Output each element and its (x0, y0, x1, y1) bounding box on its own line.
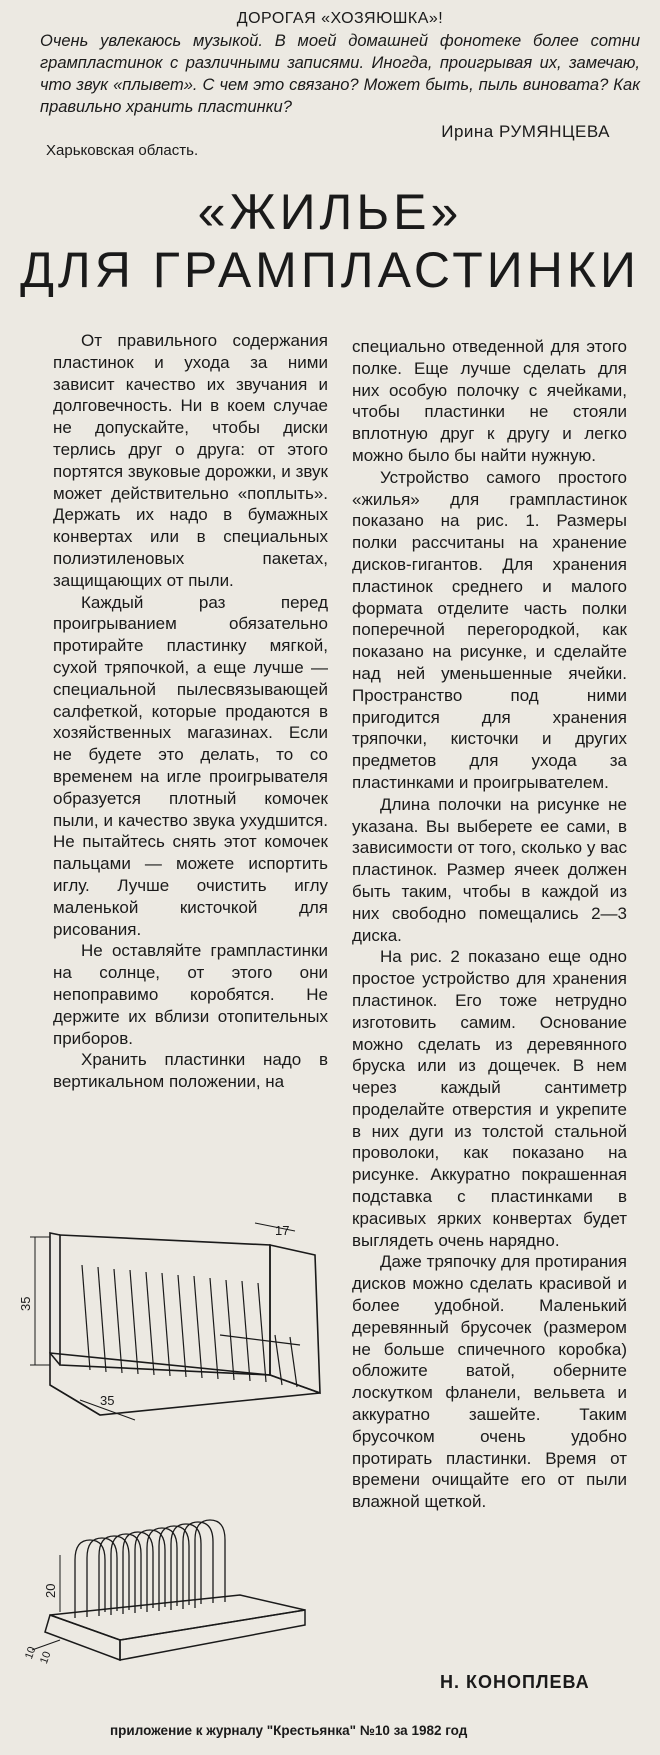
page-footer: приложение к журналу "Крестьянка" №10 за 1982 год (110, 1723, 468, 1738)
article-byline: Н. КОНОПЛЕВА (440, 1672, 590, 1692)
right-paragraph: специально отведенной для этого полке. Еще лучше сделать для них особую полочку с ячейками, чтобы пластинки не стояли вплотную друг к другу и легко можно было бы найти нужную. (352, 337, 627, 465)
right-paragraph: На рис. 2 показано еще одно простое устройство для хранения пластинок. Его тоже нетрудно изготовить самим. Основание можно сделать из деревянного бруска или из дощечек. В нем через каждый сантиметр проделайте отверстия и укрепите в них дуги из толстой стальной проволоки, как показано на рисунке. Аккуратно покрашенная подставка с пластинками в красивых ярких конвертах будет выглядеть очень нарядно. (352, 947, 627, 1250)
rack-drawing (20, 1500, 330, 1670)
left-paragraph: Каждый раз перед проигрыванием обязательно протирайте пластинку мягкой, сухой тряпочкой, а еще лучше — специальной пылесвязывающей салфеткой, которые продаются в хозяйственных магазинах. Если не будете это делать, то со временем на игле проигрывателя образуется плотный комочек пыли, и качество звука ухудшится. Не пытайтесь снять этот комочек пальцами — можете испортить иглу. Лучше очистить иглу маленькой кисточкой для рисования. (53, 592, 328, 939)
right-paragraph: Даже тряпочку для протирания дисков можно сделать красивой и более удобной. Маленький деревянный брусочек (размером не больше спичечного коробка) обложите ватой, оберните лоскутком фланели, вельвета и аккуратно зашейте. Таким брусочком очень удобно протирать пластинки. Время от времени очищайте его от пыли влажной щеткой. (352, 1252, 627, 1512)
letter-body: Очень увлекаюсь музыкой. В моей домашней фонотеке более сотни грампластинок с различными записями. Иногда, проигрывая их, замечаю, что звук «плывет». С чем это связано? Может быть, пыль виновата? Как правильно хранить пластинки? (40, 32, 640, 116)
right-column (352, 336, 627, 1513)
reader-letter (40, 10, 640, 159)
left-column (53, 330, 328, 1093)
shelf-drawing (20, 1225, 330, 1425)
right-paragraph: Устройство самого простого «жилья» для грампластинок показано на рис. 1. Размеры полки рассчитаны на хранение дисков-гигантов. Для хранения пластинок среднего и малого формата отделите часть полки поперечной перегородкой, как показано на рисунке, и сделайте над ней уменьшенные ячейки. Пространство под ними пригодится для хранения тряпочки, кисточки и других предметов для ухода за пластинками и проигрывателем. (352, 467, 627, 792)
right-paragraph: Длина полочки на рисунке не указана. Вы выберете ее сами, в зависимости от того, сколько у вас пластинок. Размер ячеек должен быть таким, чтобы в каждой из них свободно помещались 2—3 диска. (352, 794, 627, 945)
figure-shelf (20, 1225, 330, 1425)
title-line-1: «ЖИЛЬЕ» (197, 184, 463, 240)
left-paragraph: От правильного содержания пластинок и ухода за ними зависит качество их звучания и долговечность. Ни в коем случае не допускайте, чтобы диски терлись друг о друга: от этого портятся звуковые дорожки, и звук может действительно «поплыть». Держать их надо в бумажных конвертах или в специальных полиэтиленовых пакетах, защищающих от пыли. (53, 331, 328, 590)
rack-dim-height: 20 (43, 1583, 58, 1598)
title-line-2: ДЛЯ ГРАМПЛАСТИНКИ (20, 242, 640, 298)
rack-dim-b: 10 (38, 1649, 54, 1666)
dim-depth: 35 (100, 1393, 115, 1408)
letter-region: Харьковская область. (46, 142, 199, 159)
left-paragraph: Хранить пластинки надо в вертикальном положении, на (53, 1050, 328, 1092)
article-title (0, 183, 660, 299)
figure-wire-rack (20, 1500, 330, 1670)
dim-width: 17 (275, 1223, 290, 1238)
left-paragraph: Не оставляйте грампластинки на солнце, от этого они непоправимо коробятся. Не держите их вблизи отопительных приборов. (53, 941, 328, 1048)
letter-heading: ДОРОГАЯ «ХОЗЯЮШКА»! (236, 10, 444, 27)
letter-author: Ирина РУМЯНЦЕВА (441, 122, 610, 141)
rack-dim-a: 10 (22, 1645, 39, 1661)
dim-height: 35 (18, 1296, 33, 1311)
